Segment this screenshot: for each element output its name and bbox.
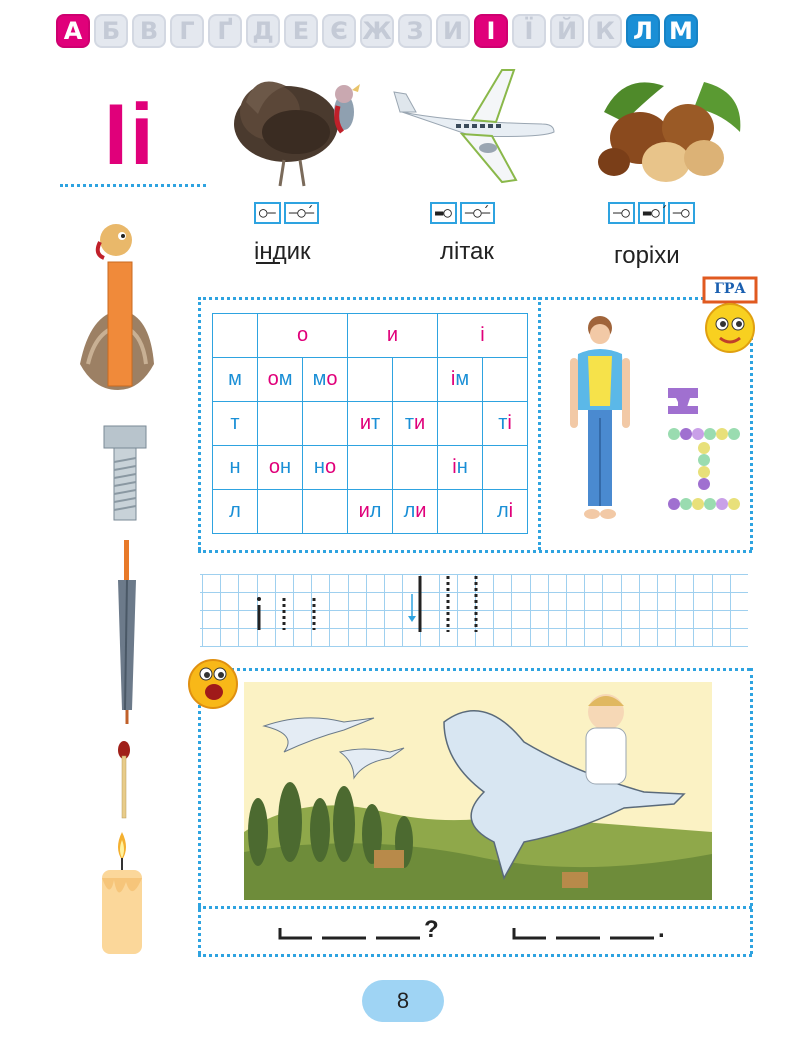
story-box-right [750,668,753,954]
alphabet-tile: Ж [360,14,394,48]
alphabet-tile: И [436,14,470,48]
plane-image [392,62,562,184]
scheme-box: –○́– [284,202,319,224]
bolt-image [100,422,150,522]
candle-image [96,830,148,956]
syllable-cell: он [258,446,303,490]
girl-image [564,314,636,526]
page-number: 8 [362,980,444,1022]
sentence-scheme-2 [512,916,682,944]
alphabet-tile: А [56,14,90,48]
scheme-box: ▬○́ [638,202,665,224]
table-row [213,490,528,534]
consonant-cell: л [213,490,258,534]
alphabet-tile: Б [94,14,128,48]
turkey-image [226,62,366,190]
table-row [213,358,528,402]
match-image [116,740,132,820]
syllable-cell: ли [393,490,438,534]
game-badge-label: ГРА [714,281,746,297]
letter-trace-capital [408,574,480,634]
table-row [213,402,528,446]
syllable-cell: лі [483,490,528,534]
word-3: горіхи [614,242,680,269]
vowel-header: и [348,314,438,358]
syllable-cell: ит [348,402,393,446]
alphabet-tile: В [132,14,166,48]
game-badge [698,276,762,354]
scheme-box: –○ [608,202,635,224]
alphabet-tile: Є [322,14,356,48]
consonant-cell: н [213,446,258,490]
game-box-top [198,297,752,300]
sentence-scheme-1 [278,916,448,944]
alphabet-tile: Й [550,14,584,48]
alphabet-tile: Е [284,14,318,48]
alphabet-tile: К [588,14,622,48]
consonant-cell: т [213,402,258,446]
vowel-header: о [258,314,348,358]
syllable-cell [483,446,528,490]
syllable-cell: ім [438,358,483,402]
scheme-word-2 [430,202,495,224]
story-divider [198,906,752,909]
syllable-cell: ін [438,446,483,490]
syllable-table [212,313,528,534]
word-2: літак [440,238,494,265]
syllable-cell [438,402,483,446]
scheme-box: ▬○ [430,202,457,224]
hazelnuts-image [584,72,746,188]
syllable-cell: ил [348,490,393,534]
scheme-word-1 [254,202,319,224]
alphabet-tile: М [664,14,698,48]
syllable-cell [483,358,528,402]
scheme-box: ○– [254,202,281,224]
syllable-cell [258,402,303,446]
game-box-bottom [198,550,752,553]
story-box-bottom [198,954,752,957]
syllable-cell [348,446,393,490]
syllable-cell: ом [258,358,303,402]
syllable-cell [393,358,438,402]
alphabet-tile: Д [246,14,280,48]
table-corner [213,314,258,358]
alphabet-strip [56,14,698,48]
game-box-right [750,330,753,550]
alphabet-tile: Ґ [208,14,242,48]
vowel-header: і [438,314,528,358]
game-box-left [198,297,201,550]
story-box-top [226,668,750,671]
syllable-cell: мо [303,358,348,402]
scheme-box: –○́– [460,202,495,224]
big-letter: Іі [104,87,156,183]
consonant-cell: м [213,358,258,402]
syllable-cell [303,490,348,534]
syllable-cell: ти [393,402,438,446]
syllable-cell [438,490,483,534]
alphabet-tile: Г [170,14,204,48]
story-illustration [244,682,712,900]
syllable-cell [393,446,438,490]
alphabet-tile: І [474,14,508,48]
syllable-cell [348,358,393,402]
umbrella-image [112,540,142,726]
story-box-left [198,700,201,954]
period-mark: . [658,916,665,943]
table-row [213,446,528,490]
letter-i-turkey-image [80,214,156,390]
letter-trace-small [256,596,318,632]
word-1-underline [256,262,280,264]
button-letter-i-image [660,380,742,520]
syllable-cell: ті [483,402,528,446]
question-mark: ? [424,916,439,943]
letter-underline [60,184,206,187]
speaking-emoji [186,656,240,710]
scheme-word-3 [608,202,695,224]
syllable-cell [258,490,303,534]
alphabet-tile: Л [626,14,660,48]
alphabet-tile: Ї [512,14,546,48]
word-1-text: індик [254,238,311,265]
syllable-cell [303,402,348,446]
game-box-divider [538,297,541,550]
syllable-cell: но [303,446,348,490]
alphabet-tile: З [398,14,432,48]
scheme-box: –○ [668,202,695,224]
